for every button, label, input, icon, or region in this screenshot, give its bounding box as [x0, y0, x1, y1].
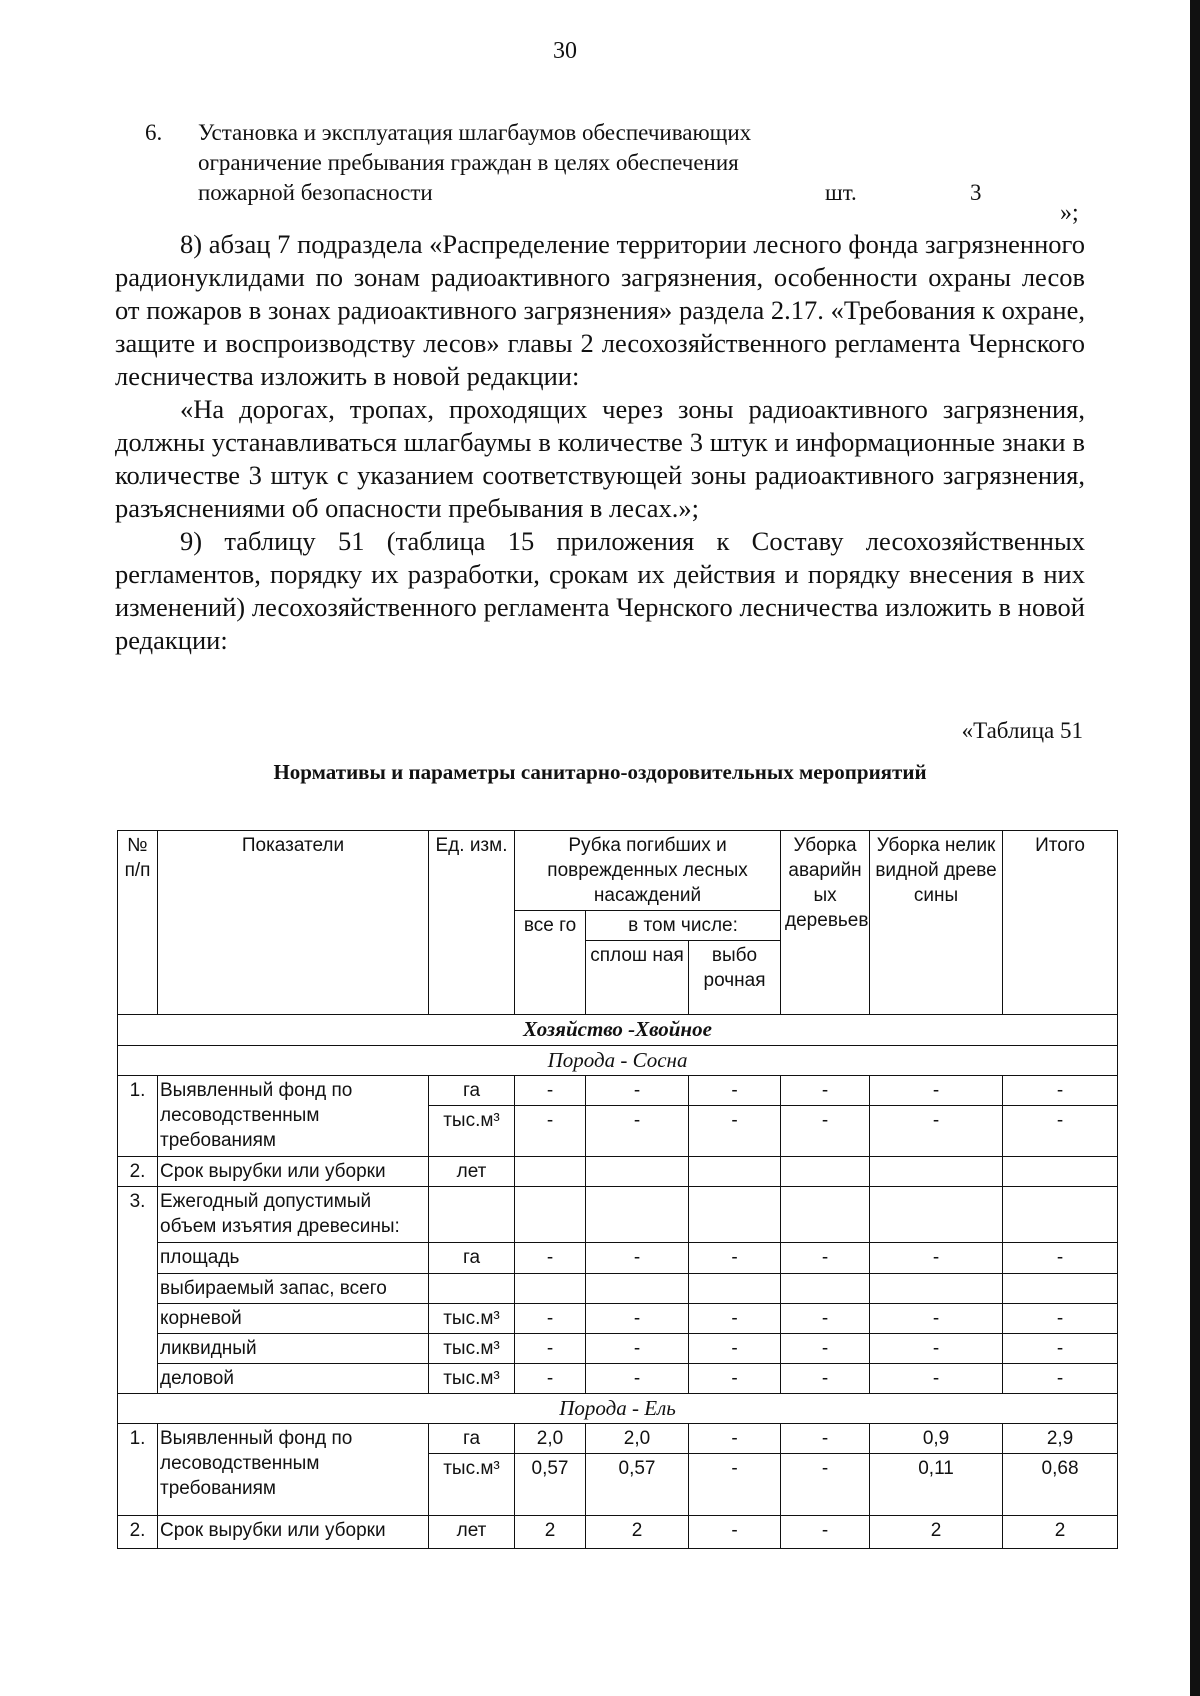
row-value: - [586, 1076, 689, 1106]
paragraph: «На дорогах, тропах, проходящих через зоны радиоактивного загрязнения, должны устанавливаться шлагбаумы в количестве 3 штук и информационные знаки в количестве 3 штук с указанием соответствующей зоны радиоактивного загрязнения, разъяснениями об опасности пребывания в лесах.»; [115, 394, 1085, 523]
table-row [118, 1076, 1118, 1106]
row-value: - [586, 1106, 689, 1157]
row-value: 0,57 [515, 1454, 586, 1516]
row-value [689, 1274, 781, 1304]
row-value: - [781, 1424, 870, 1454]
row-value: - [781, 1454, 870, 1516]
table-row [118, 1516, 1118, 1549]
row-value: - [781, 1106, 870, 1157]
row-unit: тыс.м³ [429, 1334, 515, 1364]
row-number: 1. [118, 1424, 158, 1516]
row-value: - [781, 1243, 870, 1274]
table-title: Нормативы и параметры санитарно-оздоровительных мероприятий [273, 760, 927, 784]
row-value: - [586, 1334, 689, 1364]
row-value: - [689, 1106, 781, 1157]
row-value: - [870, 1304, 1003, 1334]
row-unit: тыс.м³ [429, 1454, 515, 1516]
row-unit [429, 1187, 515, 1243]
row-value: - [689, 1304, 781, 1334]
row-value [515, 1274, 586, 1304]
row-value: - [689, 1334, 781, 1364]
row-number: 2. [118, 1157, 158, 1187]
row-unit: га [429, 1424, 515, 1454]
row-indicator: деловой [158, 1364, 429, 1394]
row-indicator: площадь [158, 1243, 429, 1274]
row-value: - [870, 1106, 1003, 1157]
page-number: 30 [553, 38, 577, 64]
row-unit: га [429, 1076, 515, 1106]
row-value: - [1003, 1364, 1118, 1394]
row-indicator: Ежегодный допустимый объем изъятия древесины: [158, 1187, 429, 1243]
row-value: 0,57 [586, 1454, 689, 1516]
row-value: - [689, 1076, 781, 1106]
row-value: - [586, 1304, 689, 1334]
row-indicator: Выявленный фонд по лесоводственным требованиям [158, 1424, 429, 1516]
row-indicator: Срок вырубки или уборки [158, 1516, 429, 1549]
row-unit [429, 1274, 515, 1304]
row-unit: тыс.м³ [429, 1364, 515, 1394]
row-value: - [689, 1424, 781, 1454]
row-indicator: корневой [158, 1304, 429, 1334]
row-value [781, 1274, 870, 1304]
header-clear: сплош ная [586, 941, 689, 1015]
row-value: - [515, 1304, 586, 1334]
row-value: - [689, 1516, 781, 1549]
header-unit: Ед. изм. [429, 831, 515, 1015]
item-number: 6. [145, 120, 163, 145]
row-value [586, 1187, 689, 1243]
row-indicator: ликвидный [158, 1334, 429, 1364]
row-unit: лет [429, 1516, 515, 1549]
row-value [1003, 1157, 1118, 1187]
row-value: 2 [870, 1516, 1003, 1549]
row-value: - [689, 1243, 781, 1274]
row-value: - [515, 1334, 586, 1364]
row-value: 2 [1003, 1516, 1118, 1549]
header-selective: выбо рочная [689, 941, 781, 1015]
table-row [118, 1243, 1118, 1274]
row-value: - [515, 1364, 586, 1394]
row-value: - [781, 1516, 870, 1549]
header-indicator: Показатели [158, 831, 429, 1015]
row-indicator: Срок вырубки или уборки [158, 1157, 429, 1187]
row-value [689, 1157, 781, 1187]
row-value: - [515, 1076, 586, 1106]
row-value: - [781, 1334, 870, 1364]
row-value: 2 [586, 1516, 689, 1549]
row-unit: лет [429, 1157, 515, 1187]
row-value: - [1003, 1106, 1118, 1157]
item-text: Установка и эксплуатация шлагбаумов обеспечивающих ограничение пребывания граждан в целях обеспечения пожарной безопасности [198, 120, 752, 205]
row-value [870, 1274, 1003, 1304]
row-value [781, 1187, 870, 1243]
table-row [118, 1157, 1118, 1187]
row-value: - [870, 1076, 1003, 1106]
section-species: Порода - Ель [118, 1394, 1118, 1424]
closing-quote: »; [1060, 200, 1079, 226]
scan-edge [1190, 0, 1200, 1696]
table-row [118, 1334, 1118, 1364]
row-value: - [870, 1334, 1003, 1364]
row-unit: га [429, 1243, 515, 1274]
row-value [1003, 1274, 1118, 1304]
row-value [870, 1157, 1003, 1187]
header-emergency: Уборка аварийн ых деревьев [781, 831, 870, 1015]
body-text [115, 228, 1085, 657]
row-value [870, 1187, 1003, 1243]
row-number: 3. [118, 1187, 158, 1394]
row-value [515, 1157, 586, 1187]
row-value: - [870, 1364, 1003, 1394]
header-illiquid: Уборка нелик видной древе сины [870, 831, 1003, 1015]
row-value: - [781, 1364, 870, 1394]
header-total: Итого [1003, 831, 1118, 1015]
row-value: - [586, 1364, 689, 1394]
row-value: 2,9 [1003, 1424, 1118, 1454]
row-value: - [1003, 1334, 1118, 1364]
table-row [118, 1364, 1118, 1394]
row-value: - [781, 1076, 870, 1106]
row-indicator: Выявленный фонд по лесоводственным требованиям [158, 1076, 429, 1157]
paragraph: 8) абзац 7 подраздела «Распределение территории лесного фонда загрязненного радионуклидами по зонам радиоактивного загрязнения, особенности охраны лесов от пожаров в зонах радиоактивного загрязнения» раздела 2.17. «Требования к охране, защите и воспроизводству лесов» главы 2 лесохозяйственного регламента Чернского лесничества изложить в новой редакции: [115, 229, 1085, 391]
row-value: - [689, 1364, 781, 1394]
row-value: - [1003, 1304, 1118, 1334]
row-indicator: выбираемый запас, всего [158, 1274, 429, 1304]
item-unit: шт. [825, 180, 857, 205]
row-number: 2. [118, 1516, 158, 1549]
section-farm: Хозяйство -Хвойное [118, 1015, 1118, 1046]
header-num: № п/п [118, 831, 158, 1015]
row-value: - [689, 1454, 781, 1516]
row-value [689, 1187, 781, 1243]
paragraph: 9) таблицу 51 (таблица 15 приложения к Составу лесохозяйственных регламентов, порядку их разработки, срокам их действия и порядку внесения в них изменений) лесохозяйственного регламента Чернского лесничества изложить в новой редакции: [115, 526, 1085, 655]
row-unit: тыс.м³ [429, 1304, 515, 1334]
row-value [586, 1274, 689, 1304]
header-total-sub: все го [515, 911, 586, 1015]
row-value: - [515, 1243, 586, 1274]
table-row [118, 1274, 1118, 1304]
row-value: 0,11 [870, 1454, 1003, 1516]
table-row [118, 1187, 1118, 1243]
norms-table [117, 830, 1118, 1549]
row-value: 2 [515, 1516, 586, 1549]
header-felling: Рубка погибших и поврежденных лесных насаждений [515, 831, 781, 911]
header-including: в том числе: [586, 911, 781, 941]
row-value: - [586, 1243, 689, 1274]
row-value [586, 1157, 689, 1187]
row-number: 1. [118, 1076, 158, 1157]
row-value: - [870, 1243, 1003, 1274]
section-species: Порода - Сосна [118, 1046, 1118, 1076]
row-value: 0,68 [1003, 1454, 1118, 1516]
row-value [515, 1187, 586, 1243]
row-value: 0,9 [870, 1424, 1003, 1454]
row-value: - [781, 1304, 870, 1334]
row-value: 2,0 [515, 1424, 586, 1454]
row-value: - [515, 1106, 586, 1157]
table-row [118, 1304, 1118, 1334]
row-value [781, 1157, 870, 1187]
row-value: 2,0 [586, 1424, 689, 1454]
row-unit: тыс.м³ [429, 1106, 515, 1157]
item-qty: 3 [970, 180, 982, 205]
table-row [118, 1424, 1118, 1454]
row-value: - [1003, 1243, 1118, 1274]
table-reference: «Таблица 51 [961, 718, 1083, 743]
row-value [1003, 1187, 1118, 1243]
row-value: - [1003, 1076, 1118, 1106]
